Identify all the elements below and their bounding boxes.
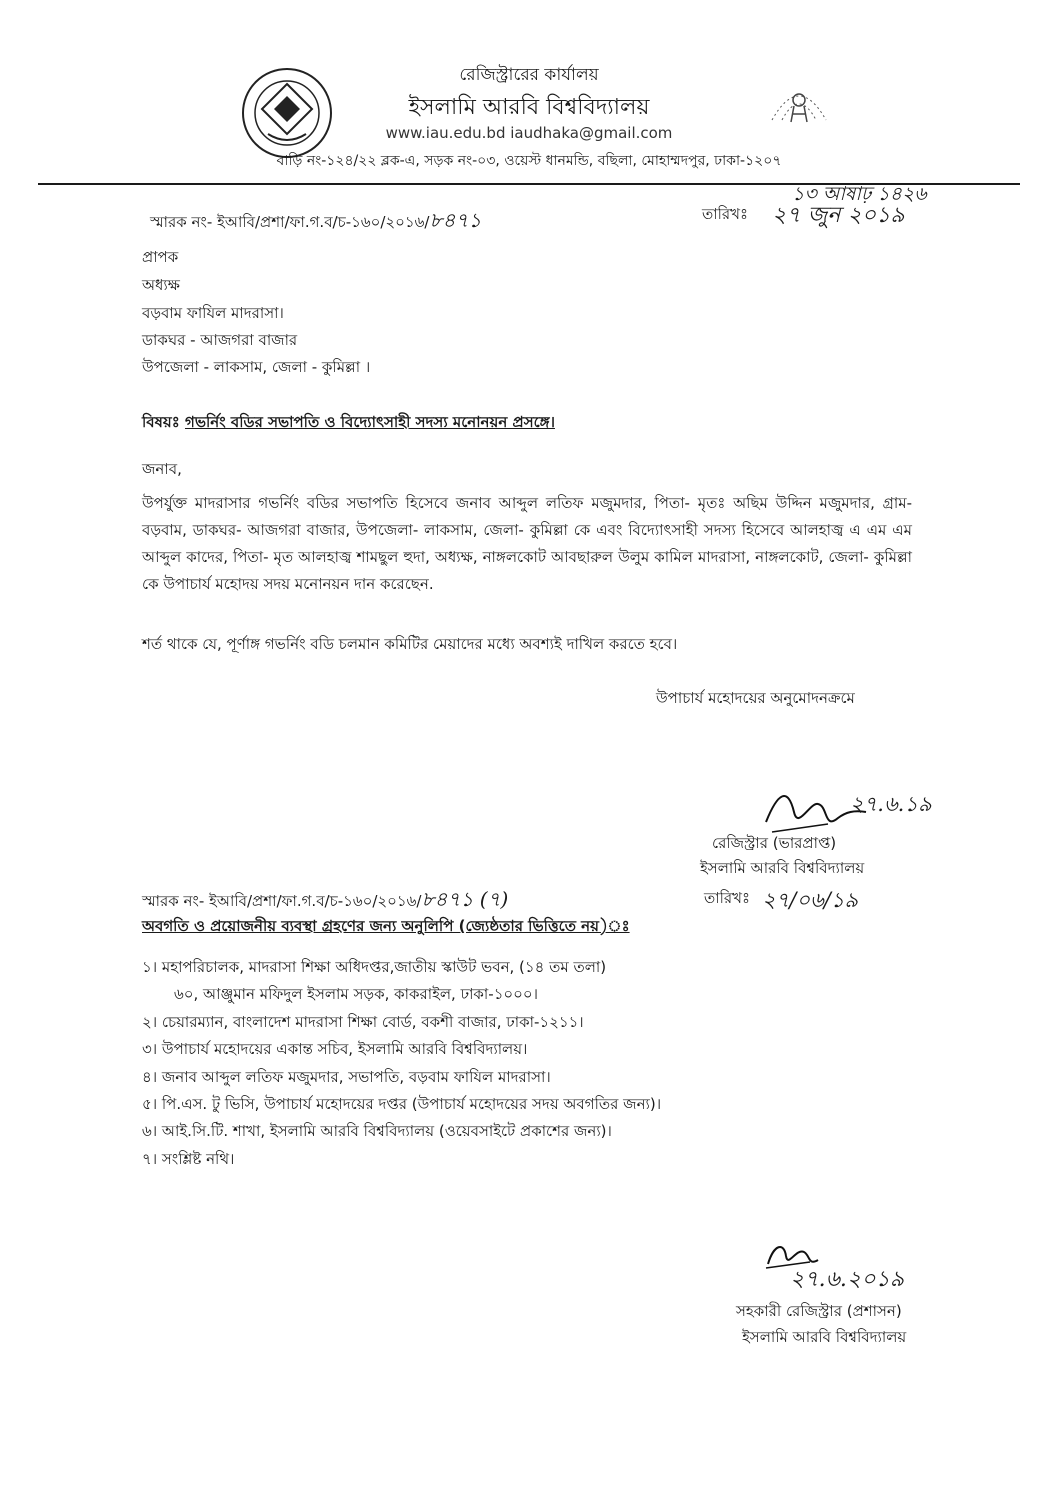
cc-item: ৬০, আঞ্জুমান মফিদুল ইসলাম সড়ক, কাকরাইল, ঢাকা-১০০০। bbox=[174, 985, 539, 1003]
memo-date-bangla: ১৩ আষাঢ় ১৪২৬ bbox=[792, 183, 927, 205]
web-email: www.iau.edu.bd iaudhaka@gmail.com bbox=[385, 124, 673, 142]
memo-date-greg: ২৭ জুন ২০১৯ bbox=[772, 203, 905, 228]
memo2-date: ২৭/০৬/১৯ bbox=[762, 888, 859, 912]
signature1-title: রেজিস্ট্রার (ভারপ্রাপ্ত) bbox=[712, 834, 837, 852]
approval-line: উপাচার্য মহোদয়ের অনুমোদনক্রমে bbox=[656, 689, 855, 707]
signature2-org: ইসলামি আরবি বিশ্ববিদ্যালয় bbox=[742, 1328, 907, 1346]
body-condition: শর্ত থাকে যে, পূর্ণাঙ্গ গভর্নিং বডি চলমান কমিটির মেয়াদের মধ্যে অবশ্যই দাখিল করতে হবে। bbox=[142, 635, 678, 653]
cc-heading: অবগতি ও প্রয়োজনীয় ব্যবস্থা গ্রহণের জন্য অনুলিপি (জ্যেষ্ঠতার ভিত্তিতে নয়)ঃ bbox=[142, 917, 630, 935]
cc-item: ৫। পি.এস. টু ভিসি, উপাচার্য মহোদয়ের দপ্তর (উপাচার্য মহোদয়ের সদয় অবগতির জন্য)। bbox=[142, 1095, 662, 1113]
subject bbox=[142, 413, 555, 431]
cc-item: ২। চেয়ারম্যান, বাংলাদেশ মাদরাসা শিক্ষা বোর্ড, বকশী বাজার, ঢাকা-১২১১। bbox=[142, 1013, 584, 1031]
memo-label: স্মারক নং- ইআবি/প্রশা/ফা.গ.ব/চ-১৬০/২০১৬/ bbox=[150, 213, 430, 231]
body-paragraph: উপর্যুক্ত মাদরাসার গভর্নিং বডির সভাপতি হিসেবে জনাব আব্দুল লতিফ মজুমদার, পিতা- মৃতঃ অছিম উদ্দিন মজুমদার, গ্রাম- বড়বাম, ডাকঘর- আজগরা বাজার, উপজেলা- লাকসাম, জেলা- কুমিল্লা কে এবং বিদ্যোৎসাহী সদস্য হিসেবে আলহাজ্ব এ এম এম আব্দুল কাদের, পিতা- মৃত আলহাজ্ব শামছুল হুদা, অধ্যক্ষ, নাঙ্গলকোট আবছারুল উলুম কামিল মাদরাসা, নাঙ্গলকোট, জেলা- কুমিল্লা কে উপাচার্য মহোদয় সদয় মনোনয়ন দান করেছেন. bbox=[142, 494, 912, 593]
recipient-line: অধ্যক্ষ bbox=[142, 276, 180, 294]
signature2-title: সহকারী রেজিস্ট্রার (প্রশাসন) bbox=[736, 1302, 902, 1320]
recipient-line: ডাকঘর - আজগরা বাজার bbox=[142, 331, 298, 349]
recipient-line: উপজেলা - লাকসাম, জেলা - কুমিল্লা । bbox=[142, 358, 371, 376]
memo2-date-label: তারিখঃ bbox=[704, 889, 750, 907]
memo-line bbox=[150, 208, 481, 232]
memo-date-label: তারিখঃ bbox=[702, 205, 748, 223]
recipient-line: প্রাপক bbox=[142, 248, 179, 266]
cc-item: ৬। আই.সি.টি. শাখা, ইসলামি আরবি বিশ্ববিদ্যালয় (ওয়েবসাইটে প্রকাশের জন্য)। bbox=[142, 1122, 612, 1140]
cc-item: ৭। সংশ্লিষ্ট নথি। bbox=[142, 1150, 235, 1168]
signature1-org: ইসলামি আরবি বিশ্ববিদ্যালয় bbox=[700, 859, 865, 877]
memo2-hand-no: ৮৪৭১ (৭) bbox=[421, 887, 509, 911]
cc-item: ৩। উপাচার্য মহোদয়ের একান্ত সচিব, ইসলামি আরবি বিশ্ববিদ্যালয়। bbox=[142, 1040, 528, 1058]
university-name: ইসলামি আরবি বিশ্ববিদ্যালয় bbox=[408, 95, 650, 120]
address: বাড়ি নং-১২৪/২২ ব্লক-এ, সড়ক নং-০৩, ওয়েস্ট ধানমন্ডি, বছিলা, মোহাম্মদপুর, ঢাকা-১২০৭ bbox=[276, 153, 782, 169]
memo-hand-no: ৮৪৭১ bbox=[429, 208, 482, 232]
signature1-date: ২৭.৬.১৯ bbox=[850, 792, 932, 816]
subject-label: বিষয়ঃ bbox=[142, 413, 180, 431]
signature2-date: ২৭.৬.২০১৯ bbox=[790, 1267, 905, 1292]
subject-text: গভর্নিং বডির সভাপতি ও বিদ্যোৎসাহী সদস্য মনোনয়ন প্রসঙ্গে। bbox=[184, 413, 555, 431]
salutation: জনাব, bbox=[142, 460, 182, 478]
cc-item: ১। মহাপরিচালক, মাদরাসা শিক্ষা অধিদপ্তর,জাতীয় স্কাউট ভবন, (১৪ তম তলা) bbox=[142, 958, 607, 976]
memo2-line bbox=[142, 887, 508, 911]
recipient-line: বড়বাম ফাযিল মাদরাসা। bbox=[142, 304, 284, 322]
office-name: রেজিস্ট্রারের কার্যালয় bbox=[459, 65, 599, 85]
memo2-label: স্মারক নং- ইআবি/প্রশা/ফা.গ.ব/চ-১৬০/২০১৬/ bbox=[142, 892, 422, 910]
cc-item: ৪। জনাব আব্দুল লতিফ মজুমদার, সভাপতি, বড়বাম ফাযিল মাদরাসা। bbox=[142, 1068, 551, 1086]
